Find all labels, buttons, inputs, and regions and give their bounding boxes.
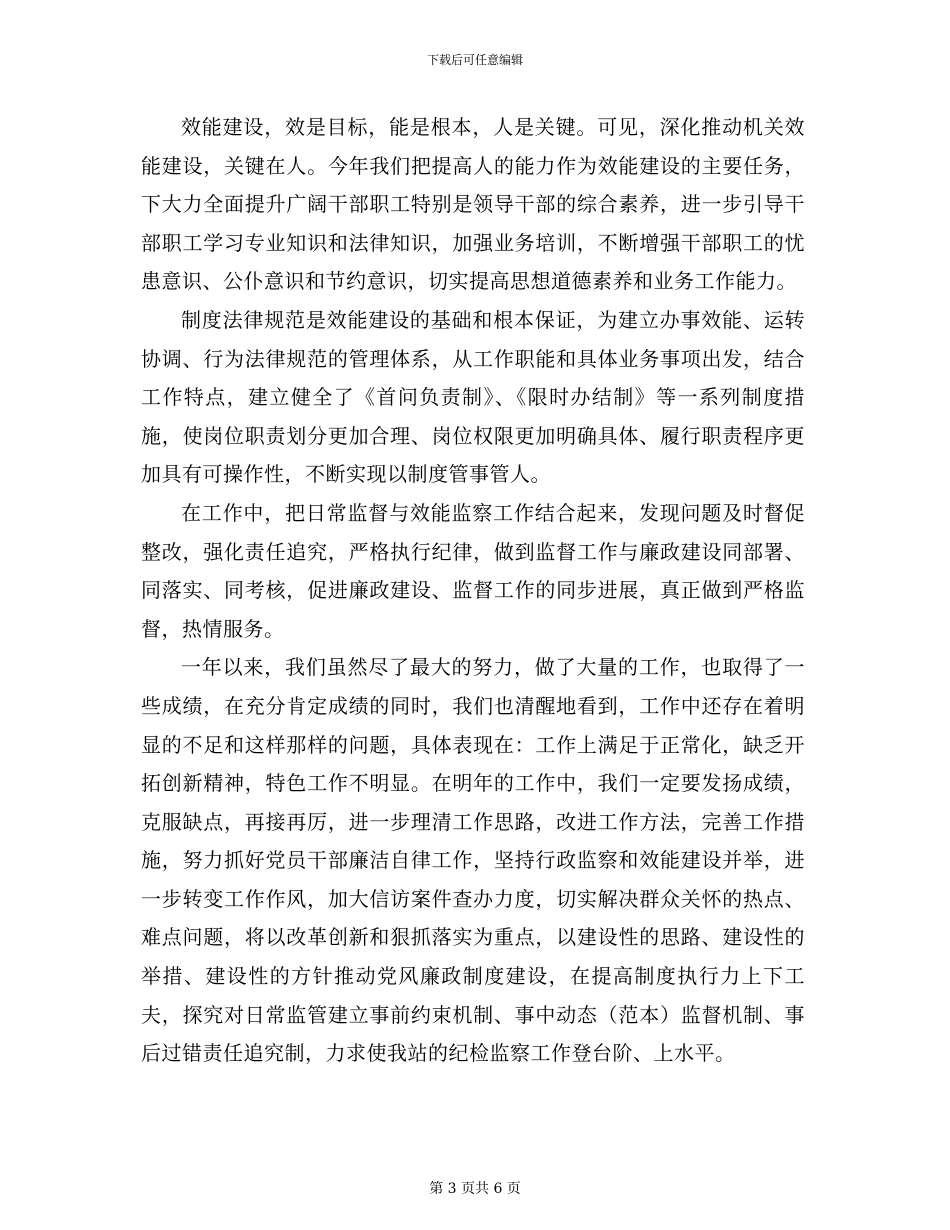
- paragraph: 在工作中，把日常监督与效能监察工作结合起来，发现问题及时督促整改，强化责任追究，严格执行纪律，做到监督工作与廉政建设同部署、同落实、同考核，促进廉政建设、监督工作的同步进展，真正做到严格监督，热情服务。: [141, 500, 805, 641]
- document-body: [141, 108, 805, 1073]
- paragraph: 一年以来，我们虽然尽了最大的努力，做了大量的工作，也取得了一些成绩，在充分肯定成绩的同时，我们也清醒地看到，工作中还存在着明显的不足和这样那样的问题，具体表现在：工作上满足于正常化，缺乏开拓创新精神，特色工作不明显。在明年的工作中，我们一定要发扬成绩，克服缺点，再接再厉，进一步理清工作思路，改进工作方法，完善工作措施，努力抓好党员干部廉洁自律工作，坚持行政监察和效能建设并举，进一步转变工作作风，加大信访案件查办力度，切实解决群众关怀的热点、难点问题，将以改革创新和狠抓落实为重点，以建设性的思路、建设性的举措、建设性的方针推动党风廉政制度建设，在提高制度执行力上下工夫，探究对日常监管建立事前约束机制、事中动态（范本）监督机制、事后过错责任追究制，力求使我站的纪检监察工作登台阶、上水平。: [141, 655, 805, 1066]
- paragraph: 效能建设，效是目标，能是根本，人是关键。可见，深化推动机关效能建设，关键在人。今年我们把提高人的能力作为效能建设的主要任务，下大力全面提升广阔干部职工特别是领导干部的综合素养，进一步引导干部职工学习专业知识和法律知识，加强业务培训，不断增强干部职工的忧患意识、公仆意识和节约意识，切实提高思想道德素养和业务工作能力。: [141, 115, 805, 294]
- paragraph: 制度法律规范是效能建设的基础和根本保证，为建立办事效能、运转协调、行为法律规范的管理体系，从工作职能和具体业务事项出发，结合工作特点，建立健全了《首问负责制》、《限时办结制》等一系列制度措施，使岗位职责划分更加合理、岗位权限更加明确具体、履行职责程序更加具有可操作性，不断实现以制度管事管人。: [141, 307, 805, 487]
- page-number: 第 3 页共 6 页: [429, 1181, 521, 1197]
- page-header: 下载后可任意编辑: [426, 53, 523, 67]
